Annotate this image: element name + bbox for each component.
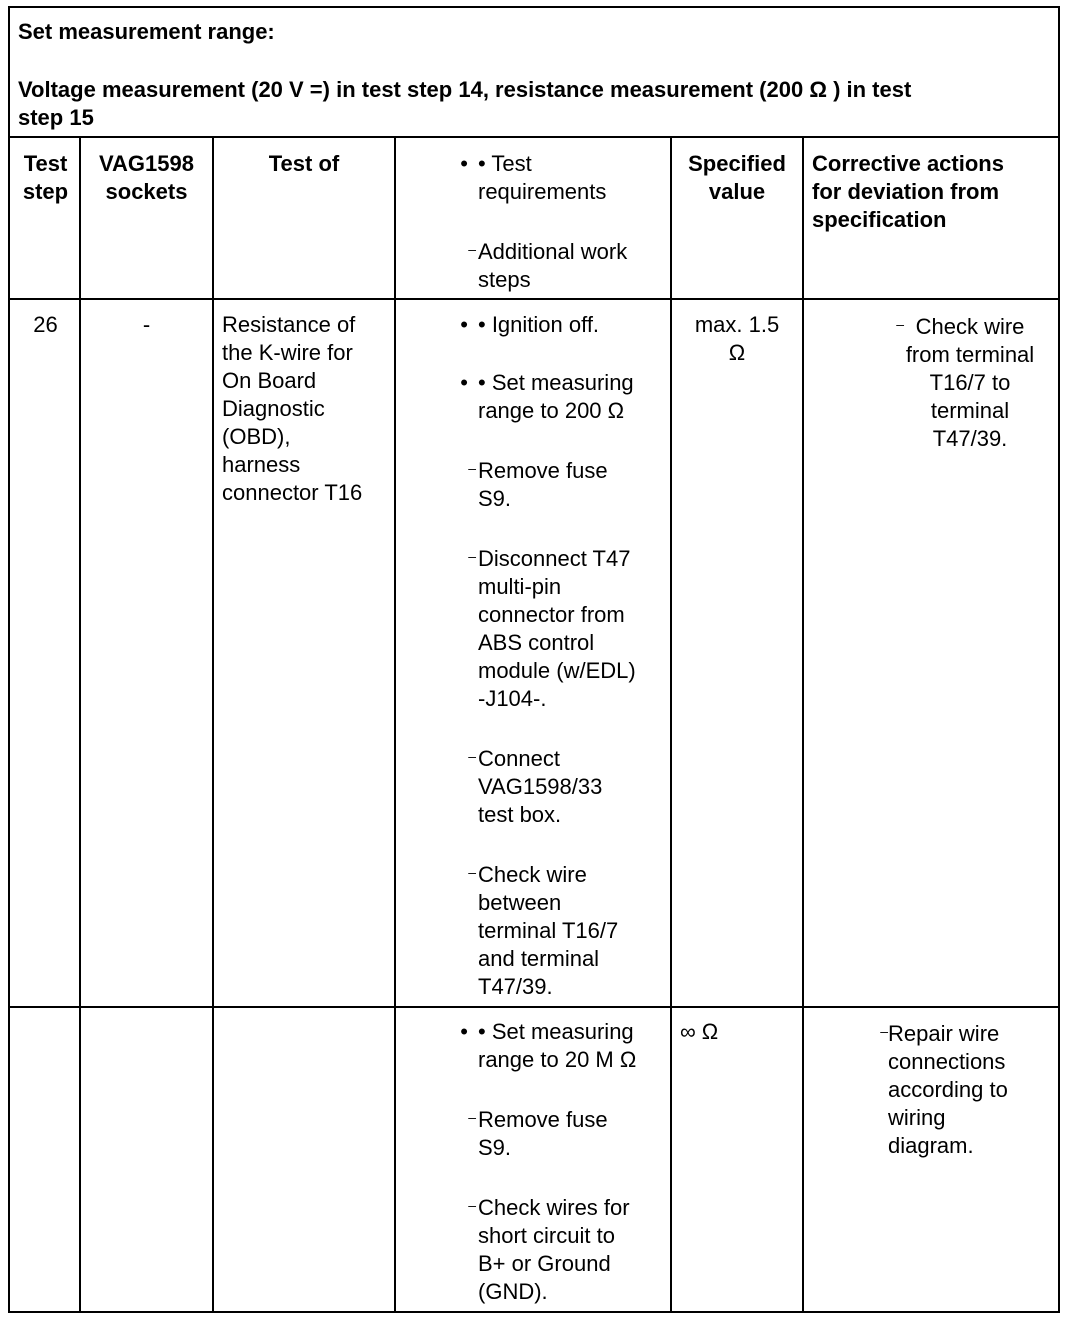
row1-test-step: 26 [33,312,58,337]
row-divider [10,1006,1058,1008]
bullet-icon: • [460,312,468,337]
list-item: – Check wire from terminal T16/7 to terminal T47/39. [890,313,1050,453]
list-item: – Remove fuse S9. [478,457,668,513]
dash-icon: – [468,748,476,764]
bullet-icon: • [460,370,468,395]
measurement-table [8,6,1060,1313]
row-divider [10,298,1058,300]
row1-sockets: - [142,312,151,337]
column-header-corrective-actions: Corrective actions for deviation from specification [812,151,1004,232]
list-item: – Check wires for short circuit to B+ or Ground (GND). [478,1194,668,1306]
dash-icon: – [468,460,476,476]
col-divider [394,138,396,1311]
column-header-specified-value: Specified value [688,151,786,204]
list-item: – Repair wire connections according to wiring diagram. [888,1020,1052,1160]
dash-icon: – [468,1109,476,1125]
bullet-icon: • [460,151,468,176]
column-header-requirements [460,150,668,294]
list-item: – Remove fuse S9. [478,1106,668,1162]
row2-specified-value: ∞ Ω [680,1019,719,1044]
list-item: – Additional work steps [478,238,668,294]
dash-icon: – [468,864,476,880]
list-item: • • Ignition off. [478,311,668,339]
list-item: • • Test requirements [478,150,668,206]
header-subtitle-line1: Voltage measurement (20 V =) in test step 14, resistance measurement (200 Ω ) in test [18,77,912,102]
dash-icon: – [896,316,904,332]
list-item: – Connect VAG1598/33 test box. [478,745,668,829]
column-header-test-step: Test step [22,151,69,204]
dash-icon: – [468,241,476,257]
list-item: • • Set measuring range to 200 Ω [478,369,668,425]
table-header-box [10,8,1058,138]
col-divider [212,138,214,1311]
dash-icon: – [468,548,476,564]
list-item: – Disconnect T47 multi-pin connector from ABS control module (w/EDL) -J104-. [478,545,668,713]
column-header-sockets: VAG1598 sockets [99,151,194,204]
list-item: • • Set measuring range to 20 M Ω [478,1018,668,1074]
header-subtitle-line2: step 15 [18,105,94,130]
list-item: – Check wire between terminal T16/7 and terminal T47/39. [478,861,668,1001]
bullet-icon: • [460,1019,468,1044]
col-divider [802,138,804,1311]
column-header-test-of: Test of [268,151,340,176]
dash-icon: – [468,1197,476,1213]
row1-test-of: Resistance of the K-wire for On Board Diagnostic (OBD), harness connector T16 [222,312,363,505]
header-title: Set measurement range: [18,19,275,44]
row2-requirements [460,1018,668,1306]
dash-icon: – [880,1023,888,1039]
row1-requirements [460,311,668,1001]
row1-specified-value: max. 1.5 Ω [694,312,780,365]
row2-corrective-action [880,1020,1052,1160]
row1-corrective-action [890,313,1050,453]
